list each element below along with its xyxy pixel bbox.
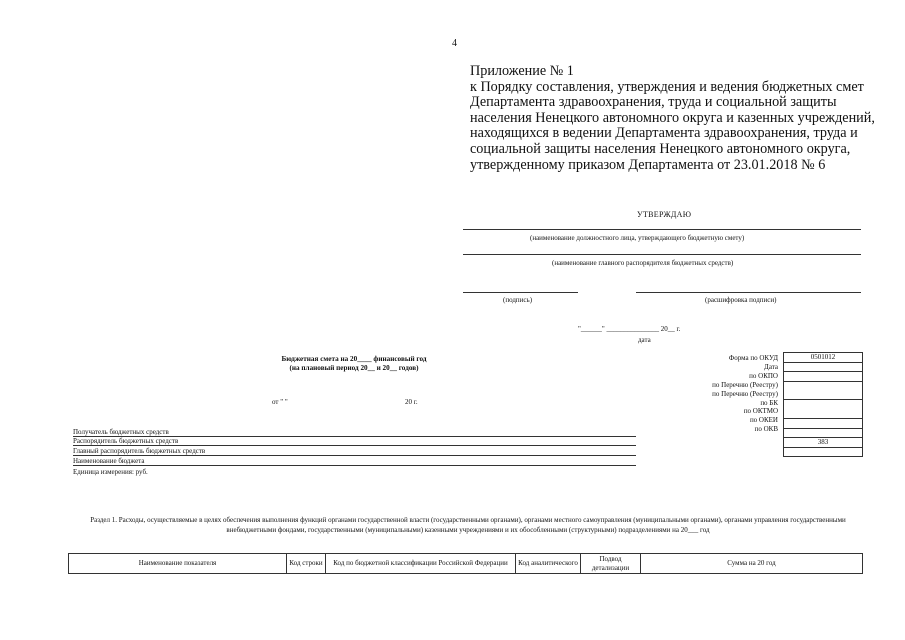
chief-manager-label: Главный распорядитель бюджетных средств	[73, 447, 206, 455]
signature-line	[463, 292, 578, 293]
col-analytic-code: Код аналитического	[516, 554, 581, 574]
code-oktmo[interactable]	[784, 429, 862, 439]
expenses-table-header	[68, 553, 863, 574]
approval-date-caption: дата	[638, 336, 651, 344]
unit-label: Единица измерения: руб.	[73, 468, 148, 476]
col-detail-subcode: Подвод детализации	[581, 554, 641, 574]
estimate-date-from: от " "	[272, 398, 288, 406]
code-perechen-1[interactable]	[784, 382, 862, 401]
manager-underline	[73, 445, 636, 446]
col-sum: Сумма на 20 год	[641, 554, 863, 574]
manager-caption: (наименование главного распорядителя бюджетных средств)	[552, 259, 734, 267]
code-okud[interactable]: 0501012	[784, 353, 862, 363]
decoding-line	[636, 292, 861, 293]
chief-manager-underline	[73, 455, 636, 456]
recipient-label: Получатель бюджетных средств	[73, 428, 169, 436]
label-okv: по ОКВ	[754, 425, 778, 434]
decoding-caption: (расшифровка подписи)	[705, 296, 777, 304]
position-line	[463, 229, 861, 230]
code-okei[interactable]: 383	[784, 438, 862, 448]
label-perechen-2: по Перечню (Реестру)	[712, 389, 778, 398]
col-line-code: Код строки	[287, 554, 326, 574]
estimate-subtitle: (на плановый период 20__ и 20__ годов)	[289, 364, 419, 372]
approval-date-line: "______" _______________ 20__ г.	[578, 325, 681, 333]
label-okpo: по ОКПО	[749, 371, 778, 380]
estimate-title: Бюджетная смета на 20____ финансовый год	[281, 355, 427, 363]
col-budget-classification: Код по бюджетной классификации Российской Федерации	[326, 554, 516, 574]
page-number: 4	[452, 38, 457, 49]
label-perechen-1: по Перечню (Реестру)	[712, 380, 778, 389]
appendix-block	[470, 64, 880, 173]
estimate-title-block	[266, 355, 442, 373]
label-bk: по БК	[760, 398, 778, 407]
col-indicator-name: Наименование показателя	[69, 554, 287, 574]
code-date[interactable]	[784, 363, 862, 373]
code-labels	[690, 354, 778, 434]
appendix-title: Приложение № 1	[470, 63, 574, 79]
label-date: Дата	[764, 362, 778, 371]
manager-line	[463, 254, 861, 255]
codes-box	[783, 352, 863, 457]
label-okud: Форма по ОКУД	[728, 354, 778, 362]
label-oktmo: по ОКТМО	[743, 407, 778, 416]
budget-name-label: Наименование бюджета	[73, 457, 145, 465]
table-header-row	[69, 554, 863, 574]
code-okv[interactable]	[784, 448, 862, 457]
section1-text: Раздел 1. Расходы, осуществляемые в целях обеспечения выполнения функций органами государственной власти (государственными органами), органами местного самоуправления (муниципальными органами), органами управления государственными внебюджетными фондами, государственными (муниципальными) казенными учреждениями и их обособленными (структурными) подразделениями на 20___ год	[90, 516, 846, 534]
manager-label: Распорядитель бюджетных средств	[73, 437, 179, 445]
estimate-date-year: 20 г.	[405, 398, 418, 406]
code-bk[interactable]	[784, 419, 862, 429]
approval-heading: УТВЕРЖДАЮ	[637, 210, 692, 219]
position-caption: (наименование должностного лица, утверждающего бюджетную смету)	[530, 234, 745, 242]
signature-caption: (подпись)	[503, 296, 533, 304]
appendix-body: к Порядку составления, утверждения и ведения бюджетных смет Департамента здравоохранения, труда и социальной защиты населения Ненецкого автономного округа и казенных учреждений, находящихся в ведении Департамента здравоохранения, труда и социальной защиты населения Ненецкого автономного округа, утвержденному приказом Департамента от 23.01.2018 № 6	[470, 78, 875, 173]
code-okpo[interactable]	[784, 372, 862, 382]
budget-name-underline	[73, 465, 636, 466]
label-okei: по ОКЕИ	[749, 416, 778, 425]
code-perechen-2[interactable]	[784, 400, 862, 419]
